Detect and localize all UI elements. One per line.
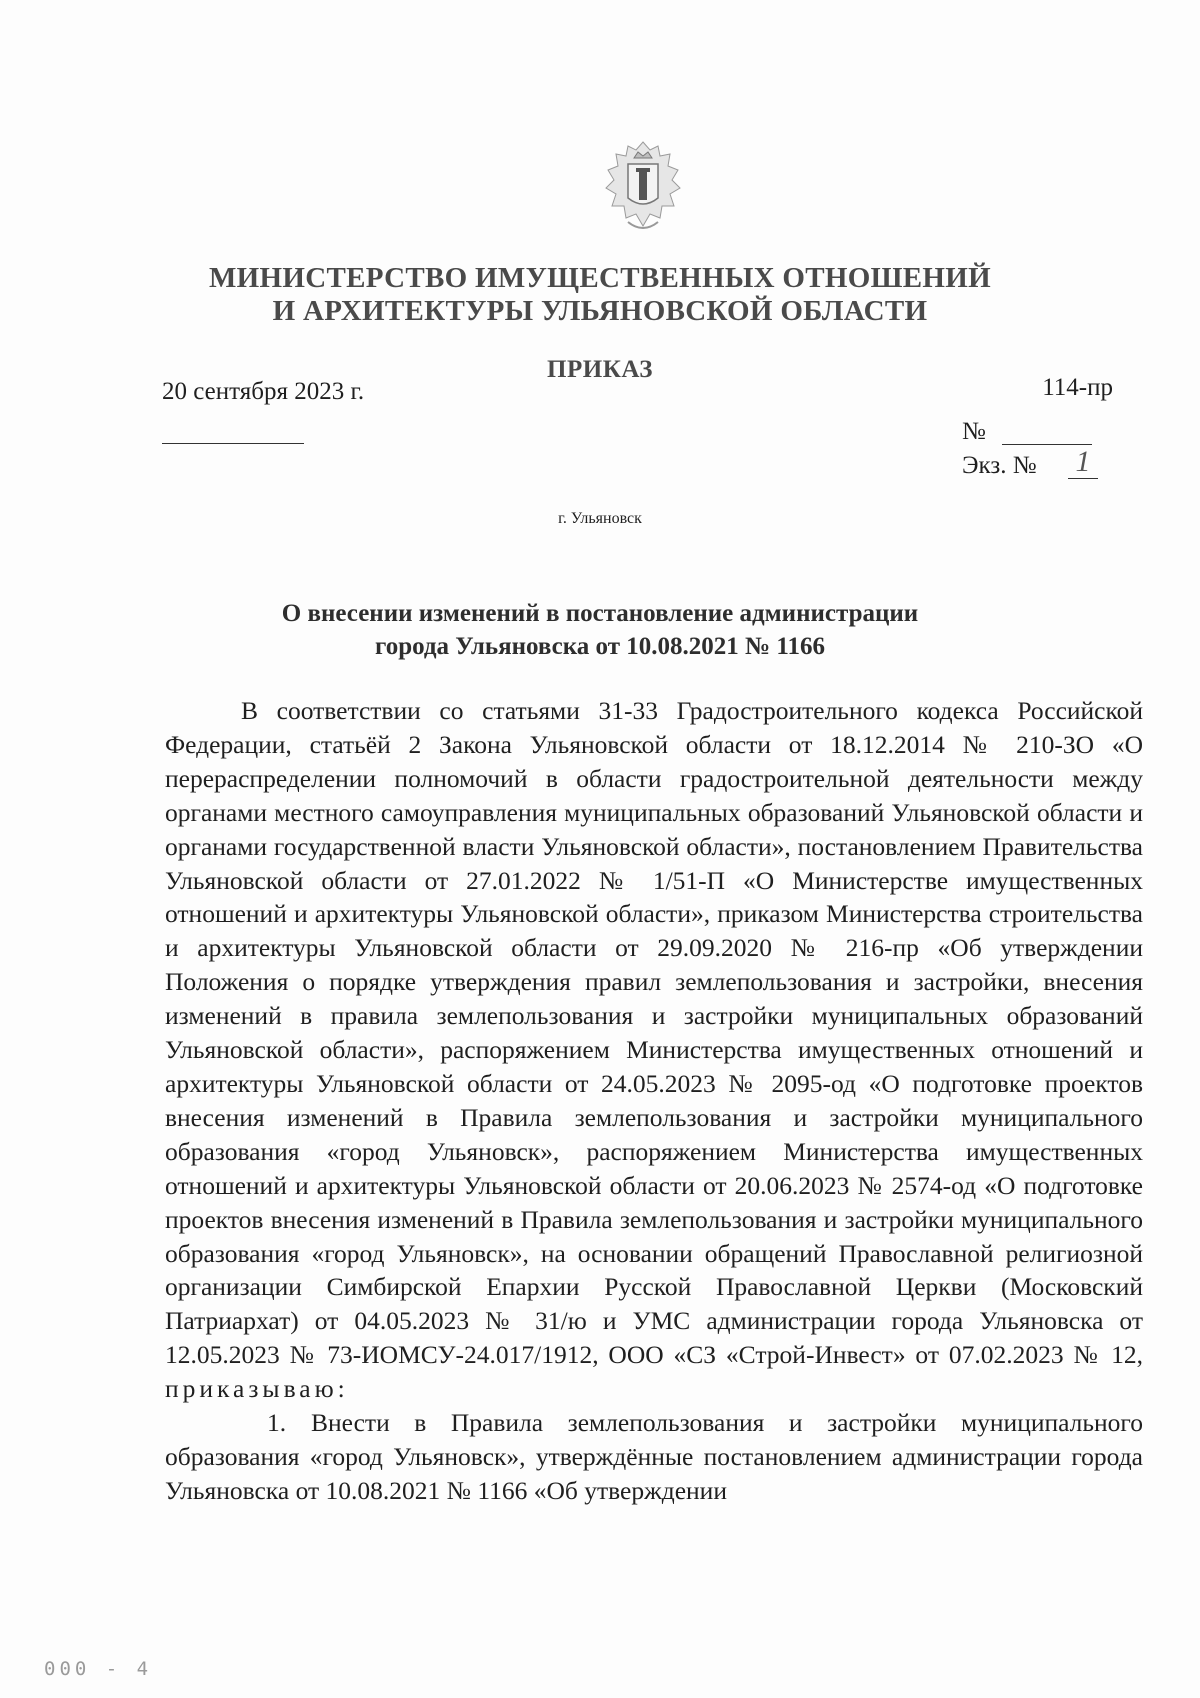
order-word: приказываю: bbox=[165, 1374, 349, 1404]
ministry-name-line2: И АРХИТЕКТУРЫ УЛЬЯНОВСКОЙ ОБЛАСТИ bbox=[272, 295, 928, 327]
order-date: 20 сентября 2023 г. bbox=[162, 378, 365, 405]
copy-label: Экз. № bbox=[962, 452, 1037, 479]
order-number: 114-пр bbox=[1042, 374, 1113, 401]
preamble-paragraph bbox=[165, 694, 1143, 1406]
ministry-name bbox=[0, 262, 1200, 328]
preamble-text: В соответствии со статьями 31-33 Градостроительного кодекса Российской Федерации, статьёй 2 Закона Ульяновской области от 18.12.2014 № 210-ЗО «О перераспределении полномочий в области градостроительной деятельности между органами местного самоуправления муниципальных образований Ульяновской области и органами государственной власти Ульяновской области», постановлением Правительства Ульяновской области от 27.01.2022 № 1/51-П «О Министерстве имущественных отношений и архитектуры Ульяновской области», приказом Министерства строительства и архитектуры Ульяновской области от 29.09.2020 № 216-пр «Об утверждении Положения о порядке утверждения правил землепользования и застройки, внесения изменений в правила землепользования и застройки муниципальных образований Ульяновской области», распоряжением Министерства имущественных отношений и архитектуры Ульяновской области от 24.05.2023 № 2095-од «О подготовке проектов внесения изменений в Правила землепользования и застройки муниципального образования «город Ульяновск», распоряжением Министерства имущественных отношений и архитектуры Ульяновской области от 20.06.2023 № 2574-од «О подготовке проектов внесения изменений в Правила землепользования и застройки муниципального образования «город Ульяновск», на основании обращений Православной религиозной организации Симбирской Епархии Русской Православной Церкви (Московский Патриархат) от 04.05.2023 № 31/ю и УМС администрации города Ульяновска от 12.05.2023 № 73-ИОМСУ-24.017/1912, ООО «СЗ «Строй-Инвест» от 07.02.2023 № 12, bbox=[165, 696, 1143, 1370]
subject-line1: О внесении изменений в постановление администрации bbox=[281, 600, 919, 627]
document-type: ПРИКАЗ bbox=[547, 356, 653, 383]
city: г. Ульяновск bbox=[558, 510, 642, 527]
order-body bbox=[165, 694, 1143, 1508]
page-code: 000 - 4 bbox=[44, 1658, 153, 1680]
copy-number-handwritten: 1 bbox=[1068, 446, 1098, 479]
item-1-text: Внести в Правила землепользования и застройки муниципального образования «город Ульяновск», утверждённые постановлением администрации города Ульяновска от 10.08.2021 № 1166 «Об утверждении bbox=[165, 1408, 1143, 1505]
date-underline bbox=[162, 443, 304, 444]
coat-of-arms-emblem bbox=[598, 138, 688, 238]
subject-line2: города Ульяновска от 10.08.2021 № 1166 bbox=[374, 633, 825, 660]
order-subject bbox=[0, 597, 1200, 663]
number-label: № bbox=[962, 418, 986, 445]
item-1-number: 1. bbox=[267, 1408, 287, 1438]
ministry-name-line1: МИНИСТЕРСТВО ИМУЩЕСТВЕННЫХ ОТНОШЕНИЙ bbox=[208, 262, 991, 294]
item-1 bbox=[165, 1406, 1143, 1508]
